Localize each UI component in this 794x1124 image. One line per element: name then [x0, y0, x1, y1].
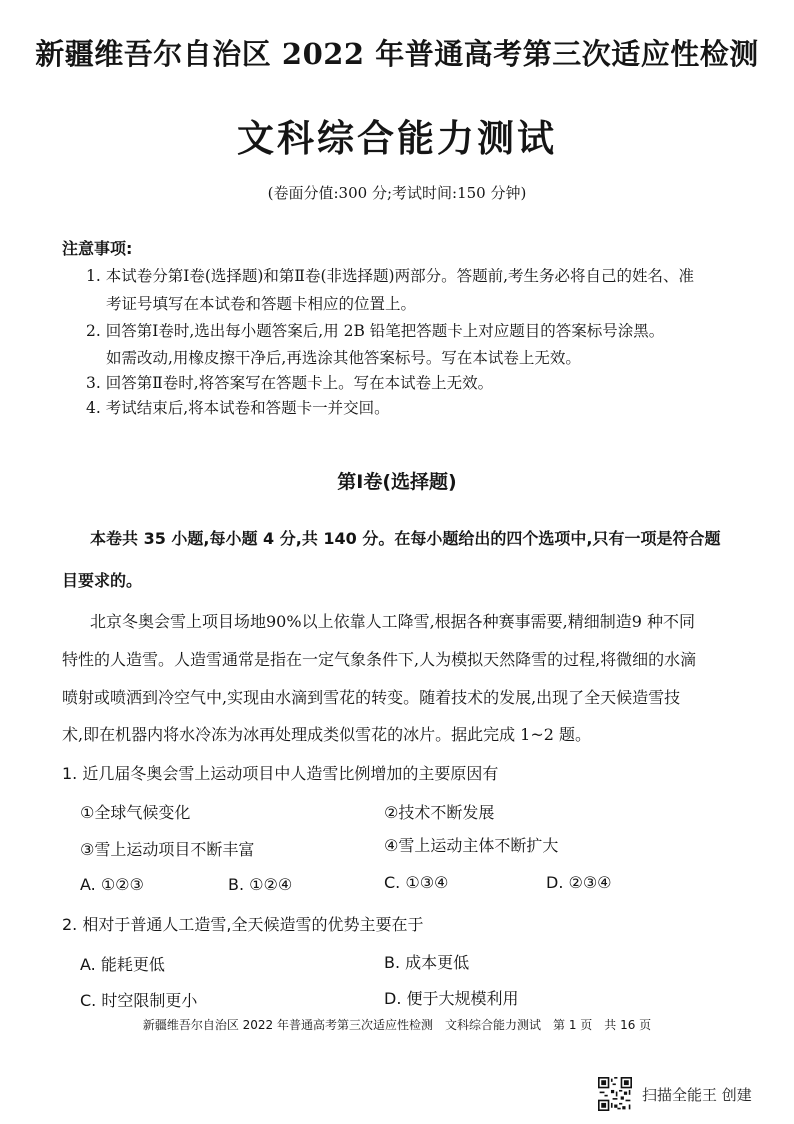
- subject-title: 文科综合能力测试: [237, 116, 557, 160]
- passage-line: 术,即在机器内将水冷冻为冰再处理成类似雪花的冰片。据此完成 1~2 题。: [62, 725, 592, 744]
- notice-item-3: 3. 回答第Ⅱ卷时,将答案写在答题卡上。写在本试卷上无效。: [86, 374, 494, 392]
- scanner-watermark: [598, 1077, 752, 1111]
- section-intro: 本卷共 35 小题,每小题 4 分,共 140 分。在每小题给出的四个选项中,只有一项是符合题: [90, 529, 721, 548]
- question-1-stem: 1. 近几届冬奥会雪上运动项目中人造雪比例增加的主要原因有: [62, 764, 499, 783]
- section-title: 第Ⅰ卷(选择题): [337, 471, 457, 493]
- q1-option-a: A. ①②③: [80, 875, 144, 894]
- q2-option-b: B. 成本更低: [384, 953, 470, 972]
- notice-item-2: 2. 回答第Ⅰ卷时,选出每小题答案后,用 2B 铅笔把答题卡上对应题目的答案标号涂黑。: [86, 322, 665, 340]
- q1-statement-3: ③雪上运动项目不断丰富: [80, 840, 255, 859]
- q2-option-a: A. 能耗更低: [80, 955, 165, 974]
- exam-title: 新疆维吾尔自治区 2022 年普通高考第三次适应性检测: [35, 37, 759, 71]
- notice-item-1: 1. 本试卷分第Ⅰ卷(选择题)和第Ⅱ卷(非选择题)两部分。答题前,考生务必将自己的姓名、准: [86, 267, 694, 285]
- q2-option-c: C. 时空限制更小: [80, 991, 198, 1010]
- notice-item-4: 4. 考试结束后,将本试卷和答题卡一并交回。: [86, 399, 390, 417]
- q1-statement-1: ①全球气候变化: [80, 803, 191, 822]
- notice-item-1-cont: 考证号填写在本试卷和答题卡相应的位置上。: [106, 295, 417, 313]
- q1-option-b: B. ①②④: [228, 875, 293, 894]
- watermark-text: 扫描全能王 创建: [642, 1085, 752, 1104]
- passage-line: 喷射或喷洒到冷空气中,实现由水滴到雪花的转变。随着技术的发展,出现了全天候造雪技: [62, 688, 681, 707]
- passage-line: 特性的人造雪。人造雪通常是指在一定气象条件下,人为模拟天然降雪的过程,将微细的水滴: [62, 650, 697, 669]
- q1-statement-4: ④雪上运动主体不断扩大: [384, 836, 559, 855]
- section-intro-cont: 目要求的。: [62, 571, 143, 590]
- q1-statement-2: ②技术不断发展: [384, 803, 495, 822]
- notice-heading: 注意事项:: [62, 239, 133, 258]
- q1-option-d: D. ②③④: [546, 873, 612, 892]
- qr-code-icon: [598, 1077, 632, 1111]
- q1-option-c: C. ①③④: [384, 873, 449, 892]
- q2-option-d: D. 便于大规模利用: [384, 989, 519, 1008]
- page-footer: 新疆维吾尔自治区 2022 年普通高考第三次适应性检测 文科综合能力测试 第 1 页 共 16 页: [142, 1018, 652, 1032]
- exam-meta: (卷面分值:300 分;考试时间:150 分钟): [267, 184, 527, 202]
- notice-item-2-cont: 如需改动,用橡皮擦干净后,再选涂其他答案标号。写在本试卷上无效。: [106, 349, 581, 367]
- passage-line: 北京冬奥会雪上项目场地90%以上依靠人工降雪,根据各种赛事需要,精细制造9 种不同: [90, 612, 696, 631]
- question-2-stem: 2. 相对于普通人工造雪,全天候造雪的优势主要在于: [62, 915, 424, 934]
